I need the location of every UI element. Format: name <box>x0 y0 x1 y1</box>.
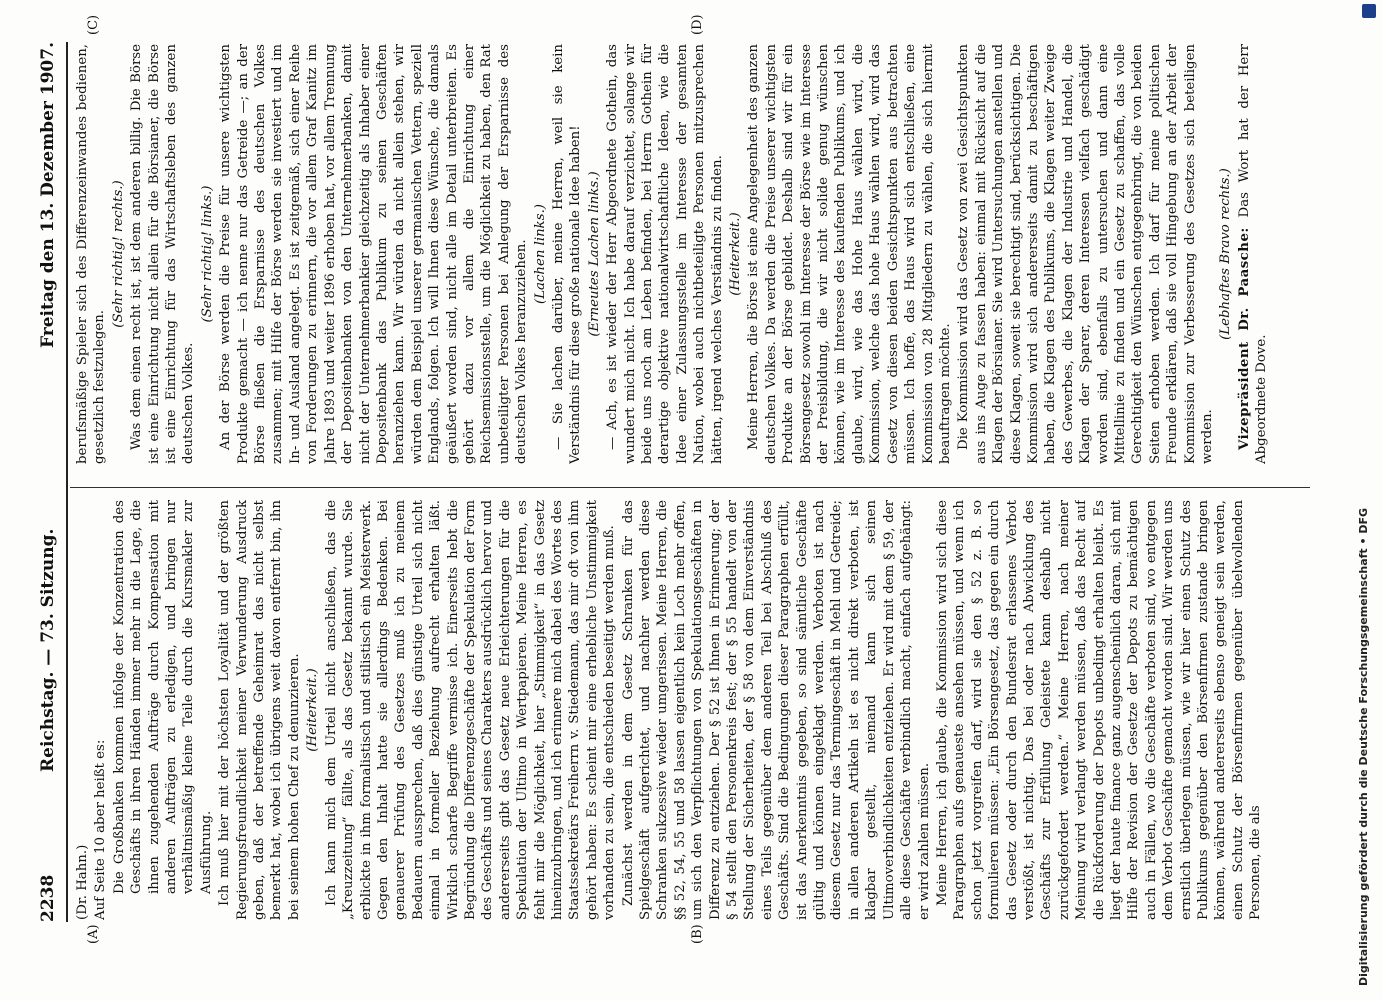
margin-marker-a: (A) <box>86 924 101 944</box>
page-number: 2238 <box>38 874 58 922</box>
body-paragraph: Was dem einen recht ist, ist dem anderen billig. Die Börse ist eine Einrichtung nicht allein für die Börsianer, die Börse ist eine Einrichtung für das Wirtschaftsleben des ganzen deutschen Volkes. <box>129 44 197 464</box>
margin-marker-d: (D) <box>690 14 705 35</box>
interjection: (Lachen links.) <box>532 204 548 304</box>
header-date: Freitag den 13. Dezember 1907. <box>38 42 58 348</box>
margin-marker-c: (C) <box>86 14 101 35</box>
dfg-logo-icon <box>1362 4 1376 18</box>
chair-text: Das Wort hat der Herr Abgeordnete Dove. <box>1236 44 1270 464</box>
body-paragraph: Meine Herren, ich glaube, die Kommission wird sich diese Paragraphen aufs genaueste ansehen müssen, und wenn ich schon jetzt vorgreifen darf, wird sie den § 52 z. B. so formulieren müssen: „Ein Börsengesetz, das gegen ein durch das Gesetz oder durch den Bundesrat erlassenes Verbot verstößt, ist nichtig. Das bei oder nach Abwicklung des Geschäfts zur Erfüllung Geleistete kann deshalb nicht zurückgefordert werden.“ Meine Herren, nach meiner Meinung wird verlangt werden müssen, daß das Recht auf die Rückforderung der Depots unbedingt erhalten bleibt. Es liegt der haute finance ganz augenscheinlich daran, sich mit Hilfe der Revision der Gesetze der Depots zu bemächtigen auch in Fällen, wo die Geschäfte verboten sind, wo entgegen dem Verbot Geschäfte gemacht worden sind. Wir werden uns ernstlich überlegen müssen, wie wir hier einen Schutz des Publikums gegenüber den Börsenfirmen zustande bringen können, während andererseits ebenso geneigt sein werden, einen Schutz der Börsenfirmen gegenüber übelwollenden Personen, die als <box>934 500 1264 920</box>
credit-text: Digitalisierung gefördert durch die Deutsche Forschungsgemeinschaft • DFG <box>1357 507 1370 986</box>
column-divider <box>70 487 1310 488</box>
chair-speaker: Vizepräsident Dr. Paasche: <box>1236 227 1252 450</box>
body-paragraph: Ich kann mich dem Urteil nicht anschließen, das die „Kreuzzeitung“ fällte, als das Gesetz bekannt wurde. Sie erblickte in ihm formalistisch und stilistisch ein Meisterwerk. Gegen den Inhalt hatte sie allerdings Bedenken. Bei genauerer Prüfung des Gesetzes muß ich zu meinem Bedauern aussprechen, daß dies günstige Urteil sich nicht einmal in formeller Beziehung aufrecht erhalten läßt. Wirklich scharfe Begriffe vermisse ich. Einerseits hebt die Begründung die Differenzgeschäfte der Spekulation der Form des Geschäfts und seines Charakters ausdrücklich hervor und andererseits gibt das Gesetz neue Erleichterungen für die Spekulation der Ultimo in Wertpapieren. Meine Herren, es fehlt mir die Möglichkeit, hier „Stimmigkeit“ in das Gesetz hineinzubringen, und ich erinnere mich dabei des Wortes des Staatssekretärs Freiherrn v. Stiedemann, das mir oft von ihm gehört haben: Es scheint mir eine erhebliche Unstimmigkeit vorhanden zu sein, die entschieden beseitigt werden muß. <box>323 500 618 920</box>
interjection: (Lebhaftes Bravo rechts.) <box>1218 168 1234 340</box>
body-paragraph: berufsmäßige Spieler sich des Differenzeinwandes bedienen, gesetzlich festzulegen. <box>75 44 108 464</box>
body-paragraph: Meine Herren, die Börse ist eine Angelegenheit des ganzen deutschen Volkes. Da werden die Preise unserer wichtigsten Produkte an der Börse gebildet. Deshalb sind wir für ein Börsengesetz sowohl im Interesse der Börse wie im Interesse der Preisbildung, die wir nicht solide genug wünschen können, wie im Interesse des kaufenden Publikums, und ich glaube, wird, wie das Hohe Haus wählen wird, die Kommission, welche das hohe Haus wählen wird, wird das Gesetz von diesen beiden Gesichtspunkten aus betrachten müssen. Ich hoffe, das Haus wird sich entschließen, eine Kommission von 28 Mitgliedern zu wählen, die sich hiermit beauftragen möchte. <box>746 44 953 464</box>
speaker-line: (Dr. Hahn.) <box>75 844 90 920</box>
page-header <box>34 42 62 922</box>
digitization-credit <box>1355 14 1375 986</box>
interjection: (Sehr richtig! rechts.) <box>110 180 126 328</box>
interjection: (Sehr richtig! links.) <box>199 185 215 323</box>
left-column <box>74 500 1304 920</box>
chair-paragraph <box>1236 44 1271 464</box>
interjection: (Heiterkeit.) <box>305 668 321 752</box>
body-paragraph: — Ach, es ist wieder der Herr Abgeordnete Gothein, das wundert mich nicht. Ich habe darauf verzichtet, solange wir beide uns noch am Leben befinden, bei Herrn Gothein für derartige objektive nationalwirtschaftliche Ideen, wie die Idee einer Zulassungsstelle im Interesse der gesamten Nation, wobei auch nichtbeteiligte Personen mitzusprechen hätten, irgend welches Verständnis zu finden. <box>605 44 725 464</box>
margin-marker-b: (B) <box>690 924 705 944</box>
quote-paragraph: Die Großbanken kommen infolge der Konzentration des Geschäfts in ihren Händen immer mehr in die Lage, die ihnen zugehenden Aufträge durch Kompensation mit anderen Aufträgen zu erledigen, und bringen nur verhältnismäßig kleine Teile durch die Kursmakler zur Ausführung. <box>111 500 214 894</box>
body-paragraph: Zunächst werden in dem Gesetz Schranken für das Spielgeschäft aufgerichtet, und nachher werden diese Schranken sukzessive wieder umgerissen. Meine Herren, die §§ 52, 54, 55 und 58 lassen eigentlich kein Loch mehr offen, um sich den Verpflichtungen von Spekulationsgeschäften in Differenz zu entziehen. Der § 52 ist Ihnen in Erinnerung; der § 54 stellt den Personenkreis fest; der § 55 handelt von der Stellung der Sicherheiten, der § 58 von dem Einverständnis eines Teils gegenüber dem anderen Teil bei Abschluß des Geschäfts. Sind die Bedingungen dieser Paragraphen erfüllt, ist das Anerkenntnis gegeben, so sind sämtliche Geschäfte gültig und können eingeklagt werden. Verboten ist nach diesem Gesetz nur das Termingeschäft in Mehl und Getreide; in allen anderen Artikeln ist es nicht direkt verboten, ist klagbar gestellt, niemand kann sich seinen Ultimoverbindlichkeiten entziehen. Er wird mit dem § 59, der alle diese Geschäfte verbindlich macht, einfach aufgehängt: er wird zahlen müssen. <box>620 500 932 920</box>
interjection: (Erneutes Lachen links.) <box>586 171 602 337</box>
body-paragraph: Die Kommission wird das Gesetz von zwei Gesichtspunkten aus ins Auge zu fassen haben: einmal mit Rücksicht auf die Klagen der Börsianer. Sie wird Untersuchungen anstellen und diese Klagen, soweit sie berechtigt sind, berücksichtigen. Die Kommission wird sich andererseits damit zu beschäftigen haben, die Klagen des Publikums, die Klagen weiter Zweige des Gewerbes, die Klagen der Industrie und Handel, die Klagen der Sparer, deren Interessen vielfach geschädigt worden sind, ebenfalls zu untersuchen und dann eine Mittellinie zu finden und ein Gesetz zu schaffen, das volle Gerechtigkeit den Wünschen entgegenbringt, die von beiden Seiten erhoben werden. Ich darf für meine politischen Freunde erklären, daß sie voll Hingebung an der Arbeit der Kommission zur Verbesserung des Gesetzes sich beteiligen werden. <box>956 44 1215 464</box>
body-paragraph: Ich muß hier mit der höchsten Loyalität und der größten Regierungsfreundlichkeit meiner Verwunderung Ausdruck geben, daß der betreffende Geheimrat das nicht selbst bemerkt hat, wobei ich übrigens weit davon entfernt bin, ihn bei seinem hohen Chef zu denunzieren. <box>217 500 302 920</box>
header-rule <box>66 42 68 922</box>
body-paragraph: — Sie lachen darüber, meine Herren, weil sie kein Verständnis für diese große nationale Idee haben! <box>550 44 584 464</box>
body-paragraph: An der Börse werden die Preise für unsere wichtigsten Produkte gemacht — ich nenne nur das Getreide —; an der Börse fließen die Ersparnisse des deutschen Volkes zusammen; mit Hilfe der Börse werden sie investiert und im In- und Ausland angelegt. Es ist zeitgemäß, sich einer Reihe von Forderungen zu erinnern, die vor allem Graf Kanitz im Jahre 1893 und weiter 1896 erhoben hat, vor allem Trennung der Depositenbanken von den Unternehmerbanken, damit nicht der Unternehmerbankier gleichzeitig als Inhaber einer Depositenbank das Publikum zu seinen Geschäften heranziehen kann. Wir würden da nicht allein stehen, wir würden dem Beispiel unserer germanischen Vettern, speziell Englands, folgen. Ich will Ihnen diese Wünsche, die damals geäußert worden sind, nicht alle im Detail unterbreiten. Es gehört dazu vor allem die Einrichtung einer Reichsemissionsstelle, um die Möglichkeit zu haben, den Rat unbeteiligter Personen bei Anlegung der Ersparnisse des deutschen Volkes heranzuziehen. <box>218 44 530 464</box>
intro-text: Auf Seite 10 aber heißt es: <box>93 739 109 920</box>
header-session-title: Reichstag. — 73. Sitzung. <box>38 528 58 772</box>
interjection: (Heiterkeit.) <box>728 212 744 296</box>
right-column <box>74 44 1304 464</box>
